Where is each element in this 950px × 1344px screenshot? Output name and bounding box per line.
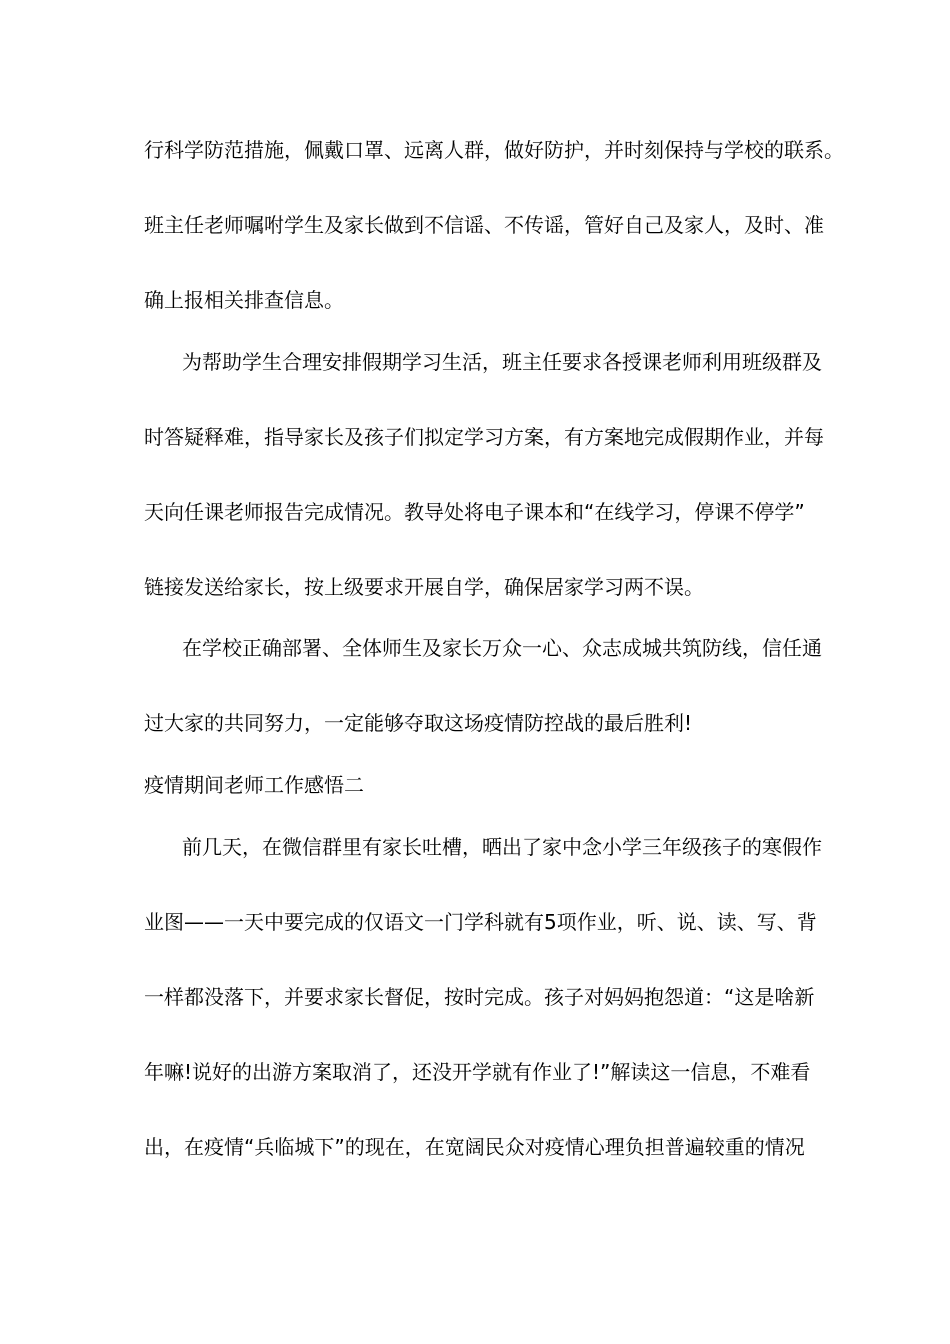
- text-line: 年嘛!说好的出游方案取消了，还没开学就有作业了!”解读这一信息，不难看: [144, 1060, 811, 1084]
- text-line: 出，在疫情“兵临城下”的现在，在宽阔民众对疫情心理负担普遍较重的情况: [144, 1135, 805, 1159]
- text-line: 天向任课老师报告完成情况。教导处将电子课本和“在线学习，停课不停学”: [144, 500, 805, 524]
- text-line: 一样都没落下，并要求家长督促，按时完成。孩子对妈妈抱怨道：“这是啥新: [144, 985, 815, 1009]
- text-line: 过大家的共同努力，一定能够夺取这场疫情防控战的最后胜利!: [144, 711, 693, 735]
- section-heading: 疫情期间老师工作感悟二: [144, 773, 364, 797]
- text-line: 行科学防范措施，佩戴口罩、远离人群，做好防护，并时刻保持与学校的联系。: [144, 138, 844, 162]
- text-line: 时答疑释难，指导家长及孩子们拟定学习方案，有方案地完成假期作业，并每: [144, 425, 824, 449]
- text-line: 班主任老师嘱咐学生及家长做到不信谣、不传谣，管好自己及家人，及时、准: [144, 213, 824, 237]
- paragraph-first-line: 前几天，在微信群里有家长吐槽，晒出了家中念小学三年级孩子的寒假作: [182, 835, 822, 859]
- paragraph-first-line: 在学校正确部署、全体师生及家长万众一心、众志成城共筑防线，信任通: [182, 636, 822, 660]
- paragraph-first-line: 为帮助学生合理安排假期学习生活，班主任要求各授课老师利用班级群及: [182, 350, 822, 374]
- text-line: 链接发送给家长，按上级要求开展自学，确保居家学习两不误。: [144, 575, 704, 599]
- text-line: 业图——一天中要完成的仅语文一门学科就有5项作业，听、说、读、写、背: [144, 910, 817, 934]
- text-line: 确上报相关排查信息。: [144, 288, 344, 312]
